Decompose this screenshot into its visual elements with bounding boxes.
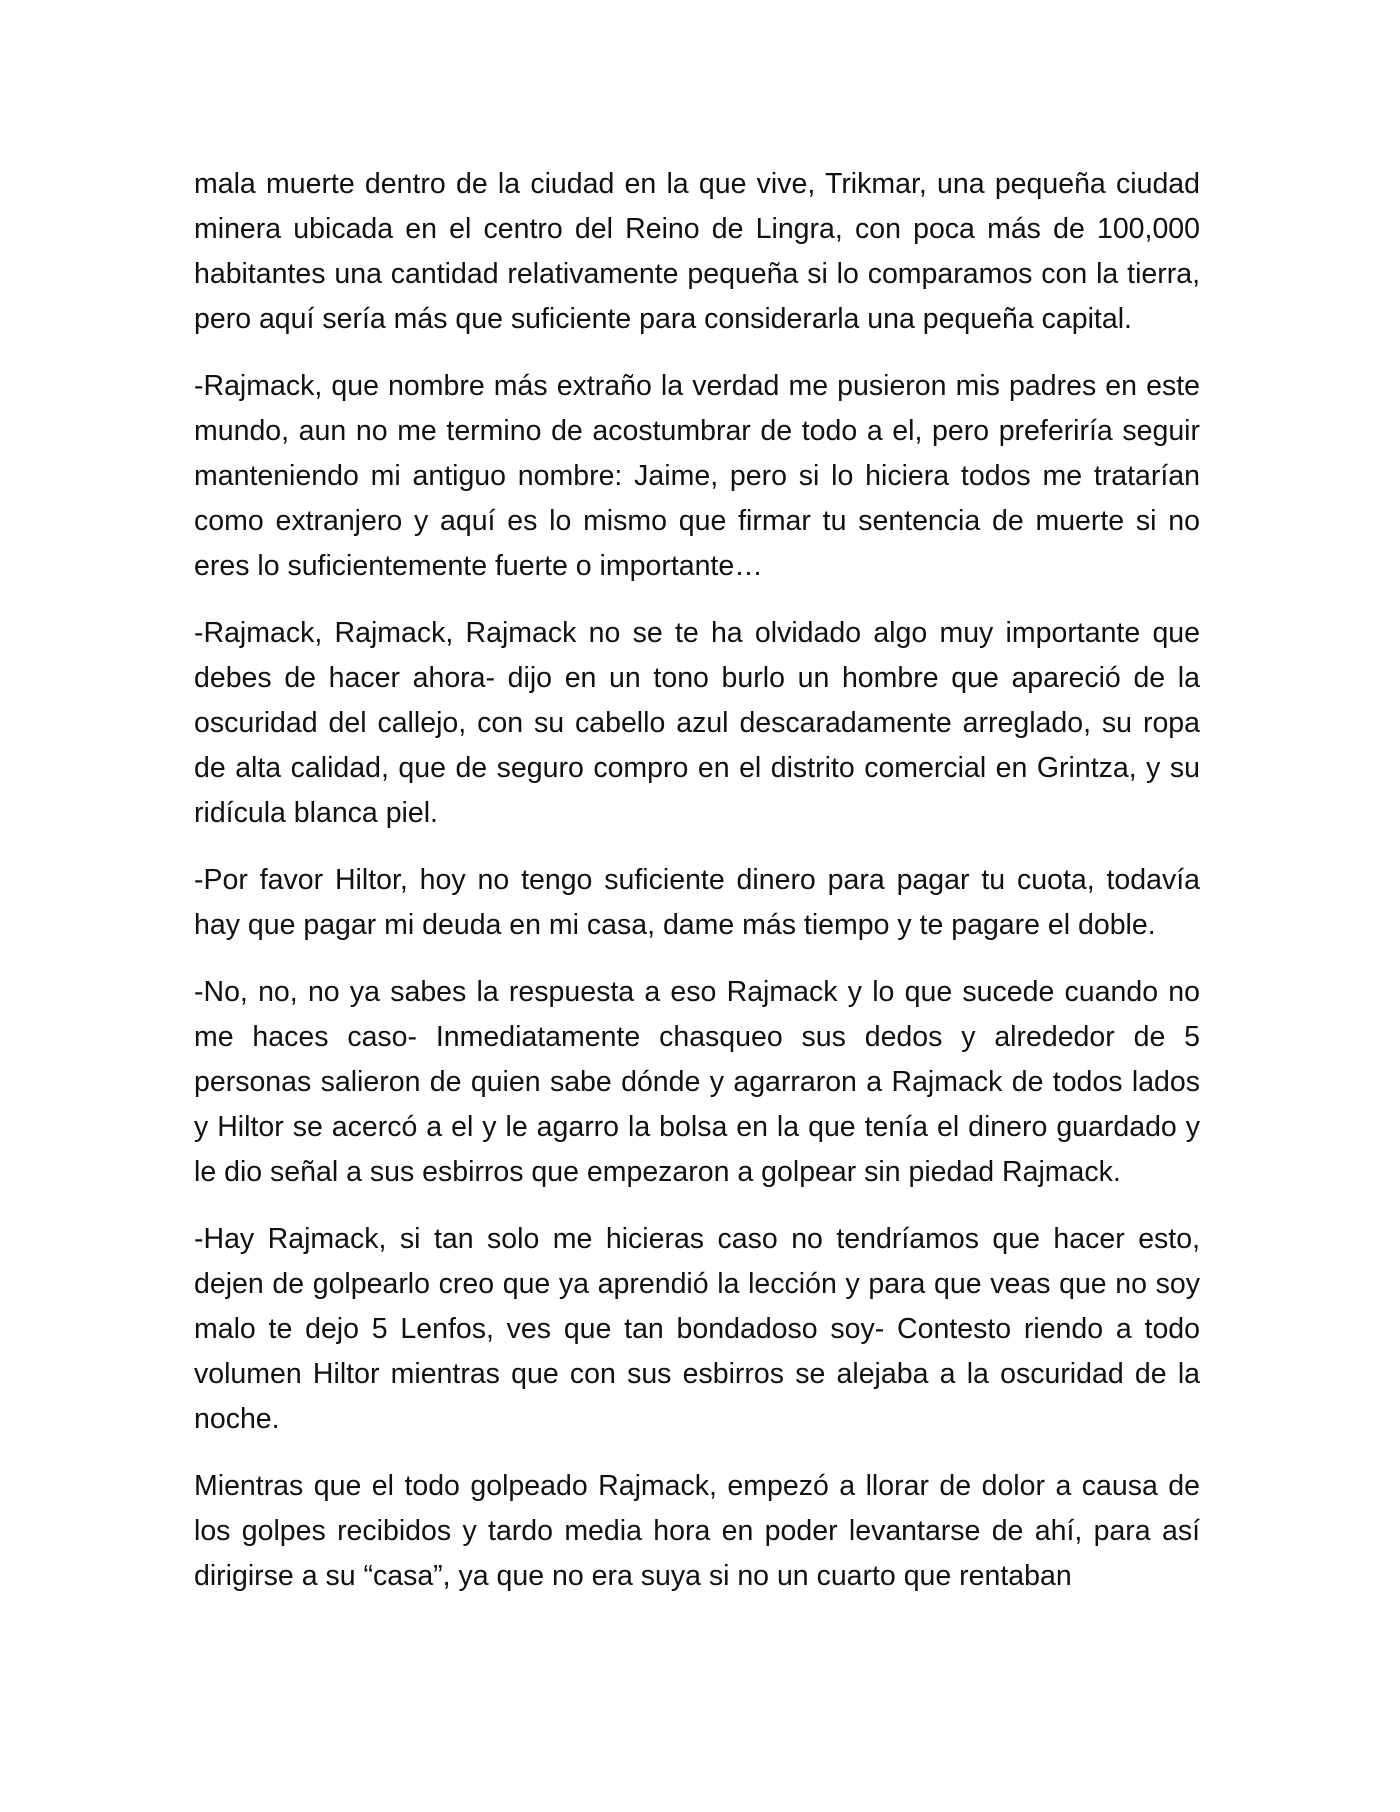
paragraph-6: -Hay Rajmack, si tan solo me hicieras caso no tendríamos que hacer esto, dejen de golpearlo creo que ya aprendió la lección y para que veas que no soy malo te dejo 5 Lenfos, ves que tan bondadoso soy- Contesto riendo a todo volumen Hiltor mientras que con sus esbirros se alejaba a la oscuridad de la noche. bbox=[194, 1223, 1200, 1435]
paragraph-5: -No, no, no ya sabes la respuesta a eso Rajmack y lo que sucede cuando no me haces caso- Inmediatamente chasqueo sus dedos y alrededor de 5 personas salieron de quien sabe dónde y agarraron a Rajmack de todos lados y Hiltor se acercó a el y le agarro la bolsa en la que tenía el dinero guardado y le dio señal a sus esbirros que empezaron a golpear sin piedad Rajmack. bbox=[194, 976, 1200, 1188]
document-body bbox=[194, 162, 1200, 1599]
paragraph-2: -Rajmack, que nombre más extraño la verdad me pusieron mis padres en este mundo, aun no me termino de acostumbrar de todo a el, pero preferiría seguir manteniendo mi antiguo nombre: Jaime, pero si lo hiciera todos me tratarían como extranjero y aquí es lo mismo que firmar tu sentencia de muerte si no eres lo suficientemente fuerte o importante… bbox=[194, 370, 1200, 582]
paragraph-7: Mientras que el todo golpeado Rajmack, empezó a llorar de dolor a causa de los golpes recibidos y tardo media hora en poder levantarse de ahí, para así dirigirse a su “casa”, ya que no era suya si no un cuarto que rentaban bbox=[194, 1470, 1200, 1592]
paragraph-3: -Rajmack, Rajmack, Rajmack no se te ha olvidado algo muy importante que debes de hacer ahora- dijo en un tono burlo un hombre que apareció de la oscuridad del callejo, con su cabello azul descaradamente arreglado, su ropa de alta calidad, que de seguro compro en el distrito comercial en Grintza, y su ridícula blanca piel. bbox=[194, 617, 1200, 829]
paragraph-1: mala muerte dentro de la ciudad en la que vive, Trikmar, una pequeña ciudad minera ubicada en el centro del Reino de Lingra, con poca más de 100,000 habitantes una cantidad relativamente pequeña si lo comparamos con la tierra, pero aquí sería más que suficiente para considerarla una pequeña capital. bbox=[194, 168, 1200, 335]
paragraph-4: -Por favor Hiltor, hoy no tengo suficiente dinero para pagar tu cuota, todavía hay que pagar mi deuda en mi casa, dame más tiempo y te pagare el doble. bbox=[194, 864, 1200, 941]
